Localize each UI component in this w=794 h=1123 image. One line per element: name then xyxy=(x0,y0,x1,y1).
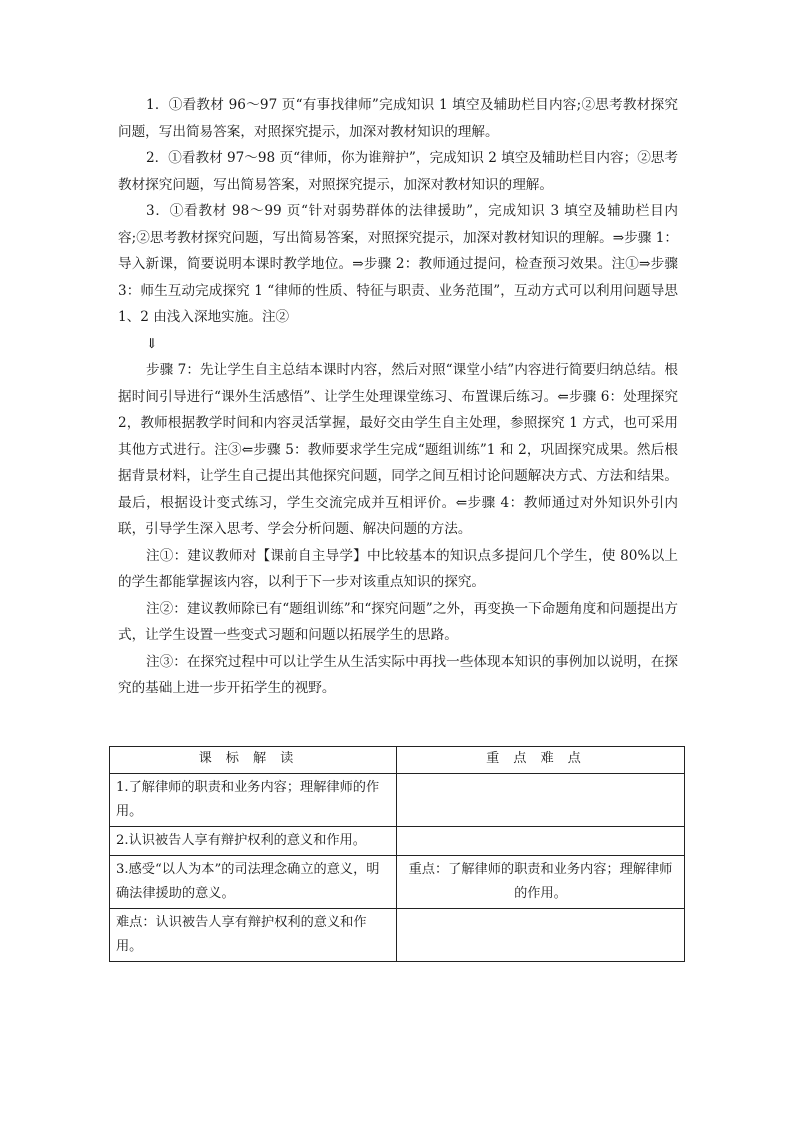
note-3: 注③：在探究过程中可以让学生从生活实际中再找一些体现本知识的事例加以说明，在探究的基础上进一步开拓学生的视野。 xyxy=(118,653,678,696)
paragraph-step-3: 3．①看教材 98～99 页“针对弱势群体的法律援助”，完成知识 3 填空及辅助栏目内容;②思考教材探究问题，写出简易答案，对照探究提示，加深对教材知识的理解。⇒步骤 1：导入新课，简要说明本课时教学地位。⇒步骤 2：教师通过提问，检查预习效果。注①⇒步骤 3：师生互动完成探究 1 “律师的性质、特征与职责、业务范围”，互动方式可以利用问题导思 1、2 由浅入深地实施。注② xyxy=(118,203,678,325)
table-cell xyxy=(397,774,685,827)
table-cell: 2.认识被告人享有辩护权利的意义和作用。 xyxy=(110,827,397,856)
paragraph-steps-7-4: 步骤 7：先让学生自主总结本课时内容，然后对照“课堂小结”内容进行简要归纳总结。根据时间引导进行“课外生活感悟”、让学生处理课堂练习、布置课后练习。⇐步骤 6：处理探究 2，教师根据教学时间和内容灵活掌握，最好交由学生自主处理，参照探究 1 方式，也可采用其他方式进行。注③⇐步骤 5：教师要求学生完成“题组训练”1 和 2，巩固探究成果。然后根据背景材料，让学生自己提出其他探究问题，同学之间互相讨论问题解决方式、方法和结果。最后，根据设计变式练习，学生交流完成并互相评价。⇐步骤 4：教师通过对外知识外引内联，引导学生深入思考、学会分析问题、解决问题的方法。 xyxy=(118,362,678,537)
table-cell: 重点：了解律师的职责和业务内容；理解律师的作用。 xyxy=(397,856,685,909)
header-key-difficult-points: 重点难点 xyxy=(397,747,685,774)
paragraph-step-1: 1．①看教材 96～97 页“有事找律师”完成知识 1 填空及辅助栏目内容;②思考教材探究问题，写出简易答案，对照探究提示，加深对教材知识的理解。 xyxy=(118,97,678,140)
header-curriculum-interpretation: 课标解读 xyxy=(110,747,397,774)
table-cell xyxy=(397,827,685,856)
table-row xyxy=(110,856,685,909)
note-2: 注②：建议教师除已有“题组训练”和“探究问题”之外，再变换一下命题角度和问题提出方式，让学生设置一些变式习题和问题以拓展学生的思路。 xyxy=(118,600,678,643)
lesson-plan-text xyxy=(118,92,678,702)
table-row xyxy=(110,774,685,827)
down-arrow-icon: ⇓ xyxy=(146,335,158,352)
table-cell: 1.了解律师的职责和业务内容；理解律师的作用。 xyxy=(110,774,397,827)
table-cell: 3.感受“以人为本”的司法理念确立的意义，明确法律援助的意义。 xyxy=(110,856,397,909)
paragraph-step-2: 2．①看教材 97～98 页“律师，你为谁辩护”，完成知识 2 填空及辅助栏目内容；②思考教材探究问题，写出简易答案，对照探究提示，加深对教材知识的理解。 xyxy=(118,150,678,193)
table-row xyxy=(110,909,685,962)
table-header-row xyxy=(110,747,685,774)
table-cell: 难点：认识被告人享有辩护权利的意义和作用。 xyxy=(110,909,397,962)
table-row xyxy=(110,827,685,856)
curriculum-table xyxy=(109,746,685,962)
table-cell xyxy=(397,909,685,962)
note-1: 注①：建议教师对【课前自主导学】中比较基本的知识点多提问几个学生，使 80%以上的学生都能掌握该内容，以利于下一步对该重点知识的探究。 xyxy=(118,547,678,590)
